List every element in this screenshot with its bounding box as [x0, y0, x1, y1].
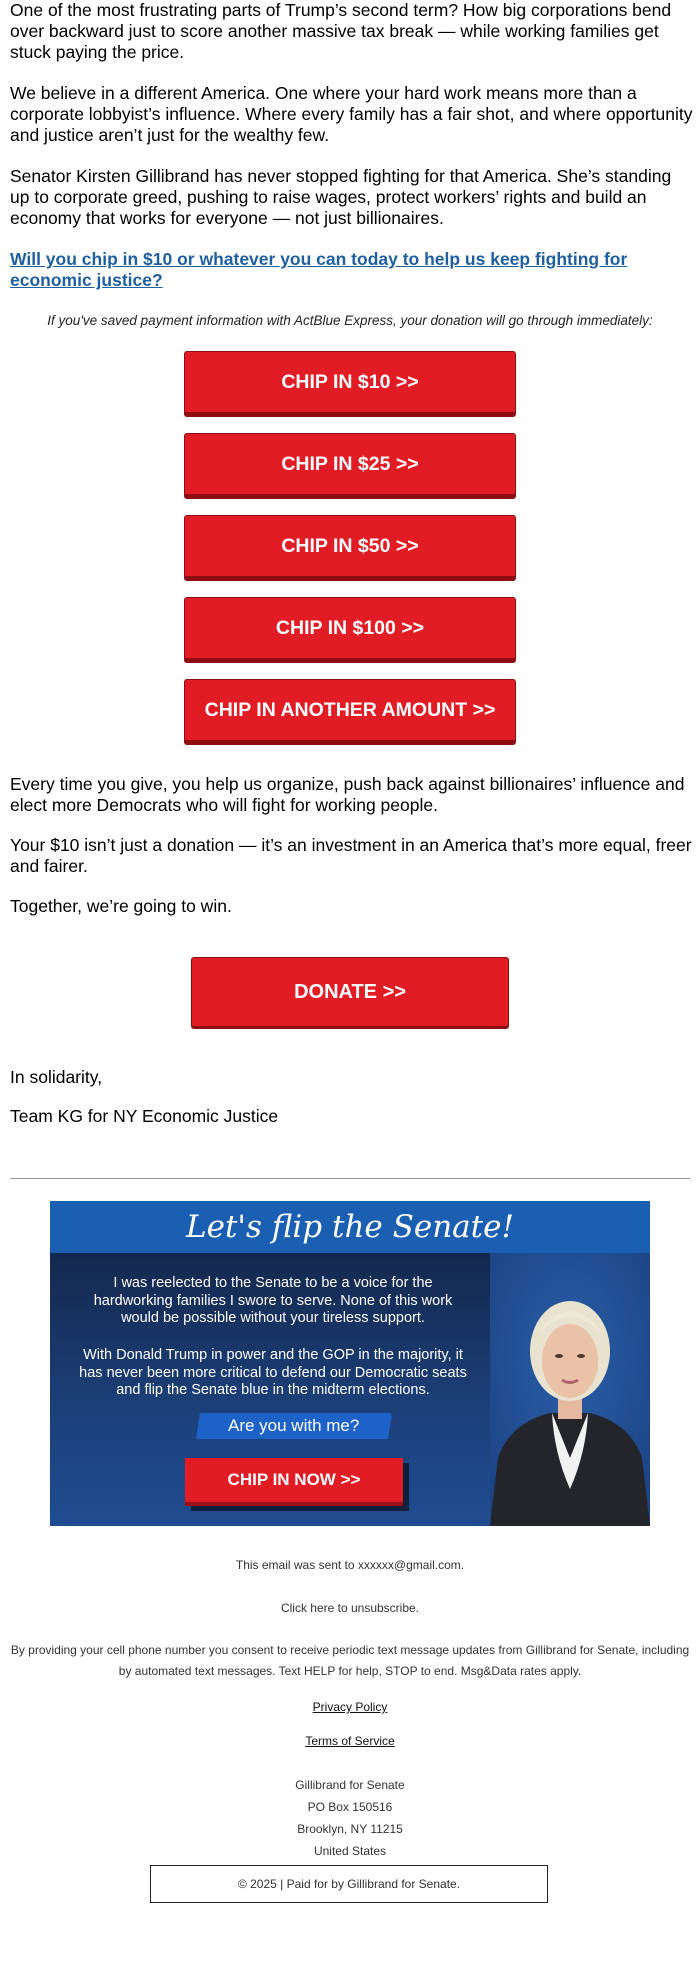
intro-paragraph-2: We believe in a different America. One where your hard work means more than a corporate lobbyist’s influence. Where every family has a fair shot, and where opportunity and justice aren’t just for the wealthy few. [10, 83, 693, 145]
unsubscribe-link[interactable]: Click here to unsubscribe. [280, 1601, 420, 1615]
privacy-row [10, 1697, 690, 1718]
chip-in-50-button[interactable]: CHIP IN $50 >> [184, 515, 516, 581]
address-line-1: Gillibrand for Senate [295, 1778, 405, 1792]
signoff-closing: In solidarity, [10, 1067, 103, 1087]
intro-paragraph-1: One of the most frustrating parts of Trump’s second term? How big corporations bend over backward just to score another massive tax break — while working families get stuck paying the price. [10, 0, 672, 62]
donate-button[interactable]: DONATE >> [191, 957, 509, 1029]
terms-row [10, 1731, 690, 1752]
unsubscribe-row [10, 1598, 690, 1619]
body-paragraph-3: Together, we’re going to win. [10, 896, 232, 916]
sent-to-notice: This email was sent to xxxxxx@gmail.com. [235, 1558, 465, 1572]
intro-paragraph-3: Senator Kirsten Gillibrand has never stopped fighting for that America. She’s standing up to corporate greed, pushing to raise wages, protect workers’ rights and build an economy that works for everyone — not just billionaires. [10, 166, 672, 228]
chip-in-ask-link[interactable]: Will you chip in $10 or whatever you can today to help us keep fighting for economic justice? [10, 249, 628, 290]
are-you-with-me-text: Are you with me? [228, 1416, 360, 1435]
banner-text-1: I was reelected to the Senate to be a voice for the hardworking families I swore to serve. None of this work would be possible without your tireless support. [93, 1275, 453, 1326]
chip-in-10-button[interactable]: CHIP IN $10 >> [184, 351, 516, 417]
senator-portrait [490, 1253, 650, 1526]
address-line-3: Brooklyn, NY 11215 [297, 1822, 403, 1836]
chip-in-25-button[interactable]: CHIP IN $25 >> [184, 433, 516, 499]
address-line-4: United States [313, 1844, 387, 1858]
terms-of-service-link[interactable]: Terms of Service [305, 1734, 395, 1748]
banner-heading: Let's flip the Senate! [50, 1201, 650, 1253]
address-line-2: PO Box 150516 [307, 1800, 393, 1814]
actblue-express-note: If you've saved payment information with ActBlue Express, your donation will go through immediately: [47, 313, 653, 328]
paid-for-disclaimer: © 2025 | Paid for by Gillibrand for Senate. [150, 1865, 548, 1903]
are-you-with-me-label [196, 1413, 392, 1439]
sms-consent-text: By providing your cell phone number you consent to receive periodic text message updates from Gillibrand for Senate, including by automated text messages. Text HELP for help, STOP to end. Msg&Data rates apply. [10, 1643, 690, 1678]
body-paragraph-1: Every time you give, you help us organize, push back against billionaires’ influence and elect more Democrats who will fight for working people. [10, 774, 685, 815]
body-paragraph-2: Your $10 isn’t just a donation — it’s an investment in an America that’s more equal, freer and fairer. [10, 835, 692, 876]
flip-the-senate-banner[interactable] [50, 1201, 650, 1526]
chip-in-100-button[interactable]: CHIP IN $100 >> [184, 597, 516, 663]
privacy-policy-link[interactable]: Privacy Policy [312, 1700, 388, 1714]
signoff-team: Team KG for NY Economic Justice [10, 1106, 279, 1126]
banner-chip-in-now-button[interactable]: CHIP IN NOW >> [185, 1458, 403, 1506]
banner-text-2: With Donald Trump in power and the GOP in the majority, it has never been more critical to defend our Democratic seats and flip the Senate blue in the midterm elections. [79, 1347, 467, 1398]
chip-in-another-amount-button[interactable]: CHIP IN ANOTHER AMOUNT >> [184, 679, 516, 745]
divider [10, 1178, 690, 1179]
